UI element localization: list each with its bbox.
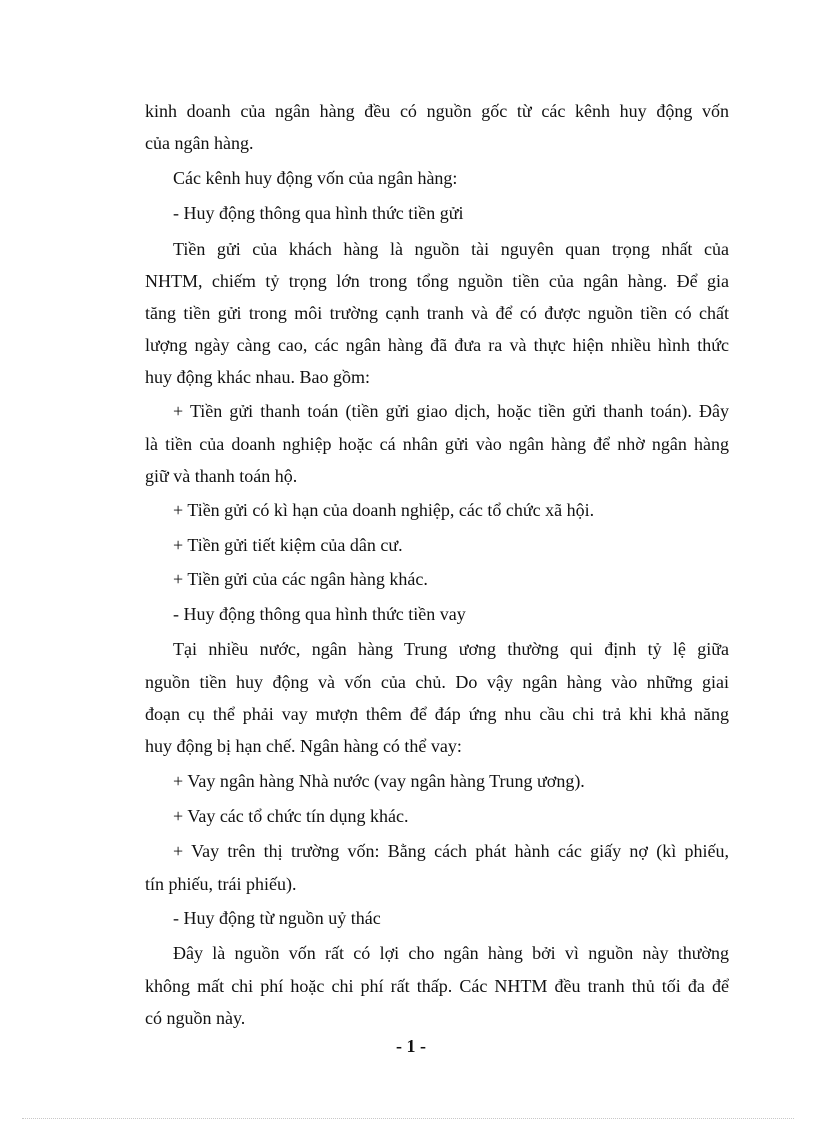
text-line: Tiền gửi của khách hàng là nguồn tài nguyên quan trọng nhất của (173, 239, 729, 259)
text-line: nguồn tiền huy động và vốn của chủ. Do vậy ngân hàng vào những giai (145, 672, 729, 692)
text-line: có nguồn này. (145, 1008, 246, 1028)
text-line: của ngân hàng. (145, 133, 254, 153)
text-line: Tại nhiều nước, ngân hàng Trung ương thường qui định tỷ lệ giữa (173, 639, 729, 659)
text-line: - Huy động thông qua hình thức tiền vay (173, 604, 466, 624)
text-line: đoạn cụ thể phải vay mượn thêm để đáp ứng nhu cầu chi trả khi khả năng (145, 704, 729, 724)
text-line: NHTM, chiếm tỷ trọng lớn trong tổng nguồn tiền của ngân hàng. Để gia (145, 271, 729, 291)
text-line: huy động khác nhau. Bao gồm: (145, 367, 370, 387)
text-line: Các kênh huy động vốn của ngân hàng: (173, 168, 458, 188)
text-line: giữ và thanh toán hộ. (145, 466, 298, 486)
text-line: Đây là nguồn vốn rất có lợi cho ngân hàng bởi vì nguồn này thường (173, 943, 729, 963)
text-line: + Vay các tổ chức tín dụng khác. (173, 806, 409, 826)
text-line: tăng tiền gửi trong môi trường cạnh tranh và để có được nguồn tiền có chất (145, 303, 729, 323)
text-line: huy động bị hạn chế. Ngân hàng có thể vay: (145, 736, 462, 756)
text-line: + Tiền gửi thanh toán (tiền gửi giao dịch, hoặc tiền gửi thanh toán). Đây (173, 401, 729, 421)
page-bottom-border (22, 1118, 794, 1119)
text-line: - Huy động từ nguồn uỷ thác (173, 908, 381, 928)
text-line: kinh doanh của ngân hàng đều có nguồn gốc từ các kênh huy động vốn (145, 101, 729, 121)
text-line: - Huy động thông qua hình thức tiền gửi (173, 203, 464, 223)
text-line: + Tiền gửi của các ngân hàng khác. (173, 569, 428, 589)
text-line: tín phiếu, trái phiếu). (145, 874, 297, 894)
text-line: + Vay ngân hàng Nhà nước (vay ngân hàng Trung ương). (173, 771, 585, 791)
text-line: lượng ngày càng cao, các ngân hàng đã đưa ra và thực hiện nhiều hình thức (145, 335, 729, 355)
text-line: là tiền của doanh nghiệp hoặc cá nhân gửi vào ngân hàng để nhờ ngân hàng (145, 434, 729, 454)
text-line: + Tiền gửi tiết kiệm của dân cư. (173, 535, 403, 555)
page-number: - 1 - (396, 1036, 426, 1056)
text-line: không mất chi phí hoặc chi phí rất thấp. Các NHTM đều tranh thủ tối đa để (145, 976, 729, 996)
text-line: + Vay trên thị trường vốn: Bằng cách phát hành các giấy nợ (kì phiếu, (173, 841, 729, 861)
text-line: + Tiền gửi có kì hạn của doanh nghiệp, các tổ chức xã hội. (173, 500, 595, 520)
